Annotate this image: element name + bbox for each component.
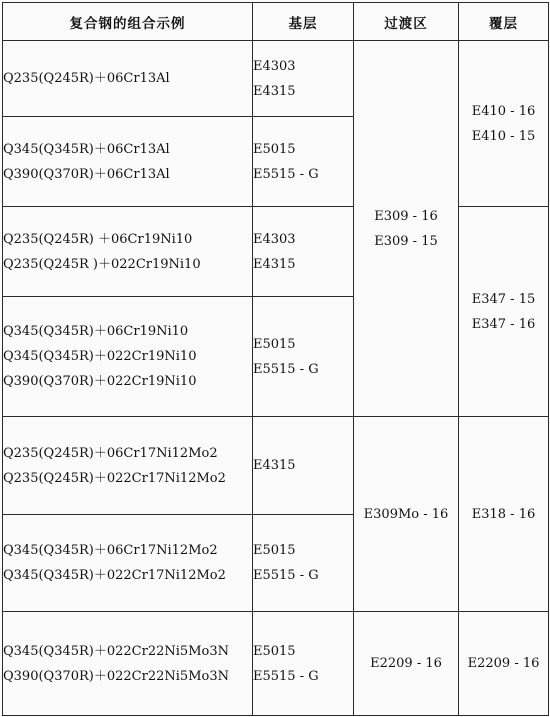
transition-electrode: E309 - 15 bbox=[374, 233, 438, 249]
table-row bbox=[3, 612, 549, 716]
header-transition-zone: 过渡区 bbox=[354, 3, 459, 41]
combination-line: Q345(Q345R)＋022Cr17Ni12Mo2 bbox=[3, 568, 226, 583]
base-electrode: E4315 bbox=[253, 458, 296, 473]
combination-line: Q235(Q245R) ＋06Cr19Ni10 bbox=[3, 231, 193, 247]
cladding-electrode: E410 - 16 bbox=[471, 103, 536, 119]
combination-cell bbox=[3, 207, 253, 297]
base-electrode: E5515 - G bbox=[253, 668, 319, 684]
combination-line: Q235(Q245R)＋06Cr13Al bbox=[3, 71, 170, 86]
cladding-cell bbox=[459, 207, 549, 417]
base-cell bbox=[253, 41, 354, 117]
transition-cell bbox=[354, 417, 459, 612]
combination-cell bbox=[3, 417, 253, 515]
base-electrode: E4315 bbox=[253, 83, 296, 99]
cladding-cell bbox=[459, 41, 549, 207]
base-electrode: E4303 bbox=[253, 231, 296, 247]
header-base-layer: 基层 bbox=[253, 3, 354, 41]
transition-cell bbox=[354, 41, 459, 417]
combination-line: Q390(Q370R)＋022Cr22Ni5Mo3N bbox=[3, 668, 229, 684]
base-cell bbox=[253, 117, 354, 207]
cladding-cell bbox=[459, 417, 549, 612]
combination-cell bbox=[3, 297, 253, 417]
transition-cell bbox=[354, 612, 459, 716]
base-electrode: E5515 - G bbox=[253, 166, 319, 182]
base-electrode: E5015 bbox=[253, 336, 296, 352]
combination-line: Q235(Q245R)＋06Cr17Ni12Mo2 bbox=[3, 445, 218, 461]
header-cladding-layer: 覆层 bbox=[459, 3, 549, 41]
cladding-electrode: E347 - 16 bbox=[471, 316, 536, 332]
base-electrode: E4315 bbox=[253, 256, 296, 272]
base-cell bbox=[253, 612, 354, 716]
combination-line: Q345(Q345R)＋06Cr13Al bbox=[3, 141, 170, 157]
table-row bbox=[3, 41, 549, 117]
combination-line: Q345(Q345R)＋022Cr22Ni5Mo3N bbox=[3, 643, 229, 659]
cladding-electrode: E347 - 15 bbox=[471, 291, 536, 307]
transition-electrode: E2209 - 16 bbox=[370, 656, 442, 671]
combination-cell bbox=[3, 515, 253, 612]
cladding-electrode: E318 - 16 bbox=[471, 506, 536, 522]
combination-line: Q345(Q345R)＋06Cr19Ni10 bbox=[3, 324, 189, 339]
base-cell bbox=[253, 417, 354, 515]
header-combination: 复合钢的组合示例 bbox=[3, 3, 253, 41]
transition-electrode: E309 - 16 bbox=[374, 208, 438, 224]
base-electrode: E5015 bbox=[253, 141, 296, 157]
base-electrode: E5515 - G bbox=[253, 361, 319, 377]
base-cell bbox=[253, 297, 354, 417]
base-electrode: E5515 - G bbox=[253, 568, 319, 583]
base-cell bbox=[253, 207, 354, 297]
electrode-selection-table bbox=[2, 2, 549, 716]
combination-line: Q345(Q345R)＋022Cr19Ni10 bbox=[3, 349, 197, 364]
transition-electrode: E309Mo - 16 bbox=[363, 506, 449, 522]
combination-cell bbox=[3, 612, 253, 716]
cladding-electrode: E410 - 15 bbox=[471, 128, 536, 144]
combination-cell bbox=[3, 41, 253, 117]
base-cell bbox=[253, 515, 354, 612]
combination-line: Q390(Q370R)＋06Cr13Al bbox=[3, 166, 170, 182]
table-row bbox=[3, 207, 549, 297]
combination-line: Q235(Q245R)＋022Cr17Ni12Mo2 bbox=[3, 470, 226, 486]
base-electrode: E5015 bbox=[253, 543, 296, 558]
cladding-cell bbox=[459, 612, 549, 716]
base-electrode: E4303 bbox=[253, 58, 296, 74]
combination-line: Q235(Q245R )＋022Cr19Ni10 bbox=[3, 256, 201, 272]
header-row bbox=[3, 3, 549, 41]
cladding-electrode: E2209 - 16 bbox=[467, 656, 540, 671]
combination-line: Q390(Q370R)＋022Cr19Ni10 bbox=[3, 374, 197, 389]
base-electrode: E5015 bbox=[253, 643, 296, 659]
combination-line: Q345(Q345R)＋06Cr17Ni12Mo2 bbox=[3, 543, 218, 558]
combination-cell bbox=[3, 117, 253, 207]
table-row bbox=[3, 417, 549, 515]
